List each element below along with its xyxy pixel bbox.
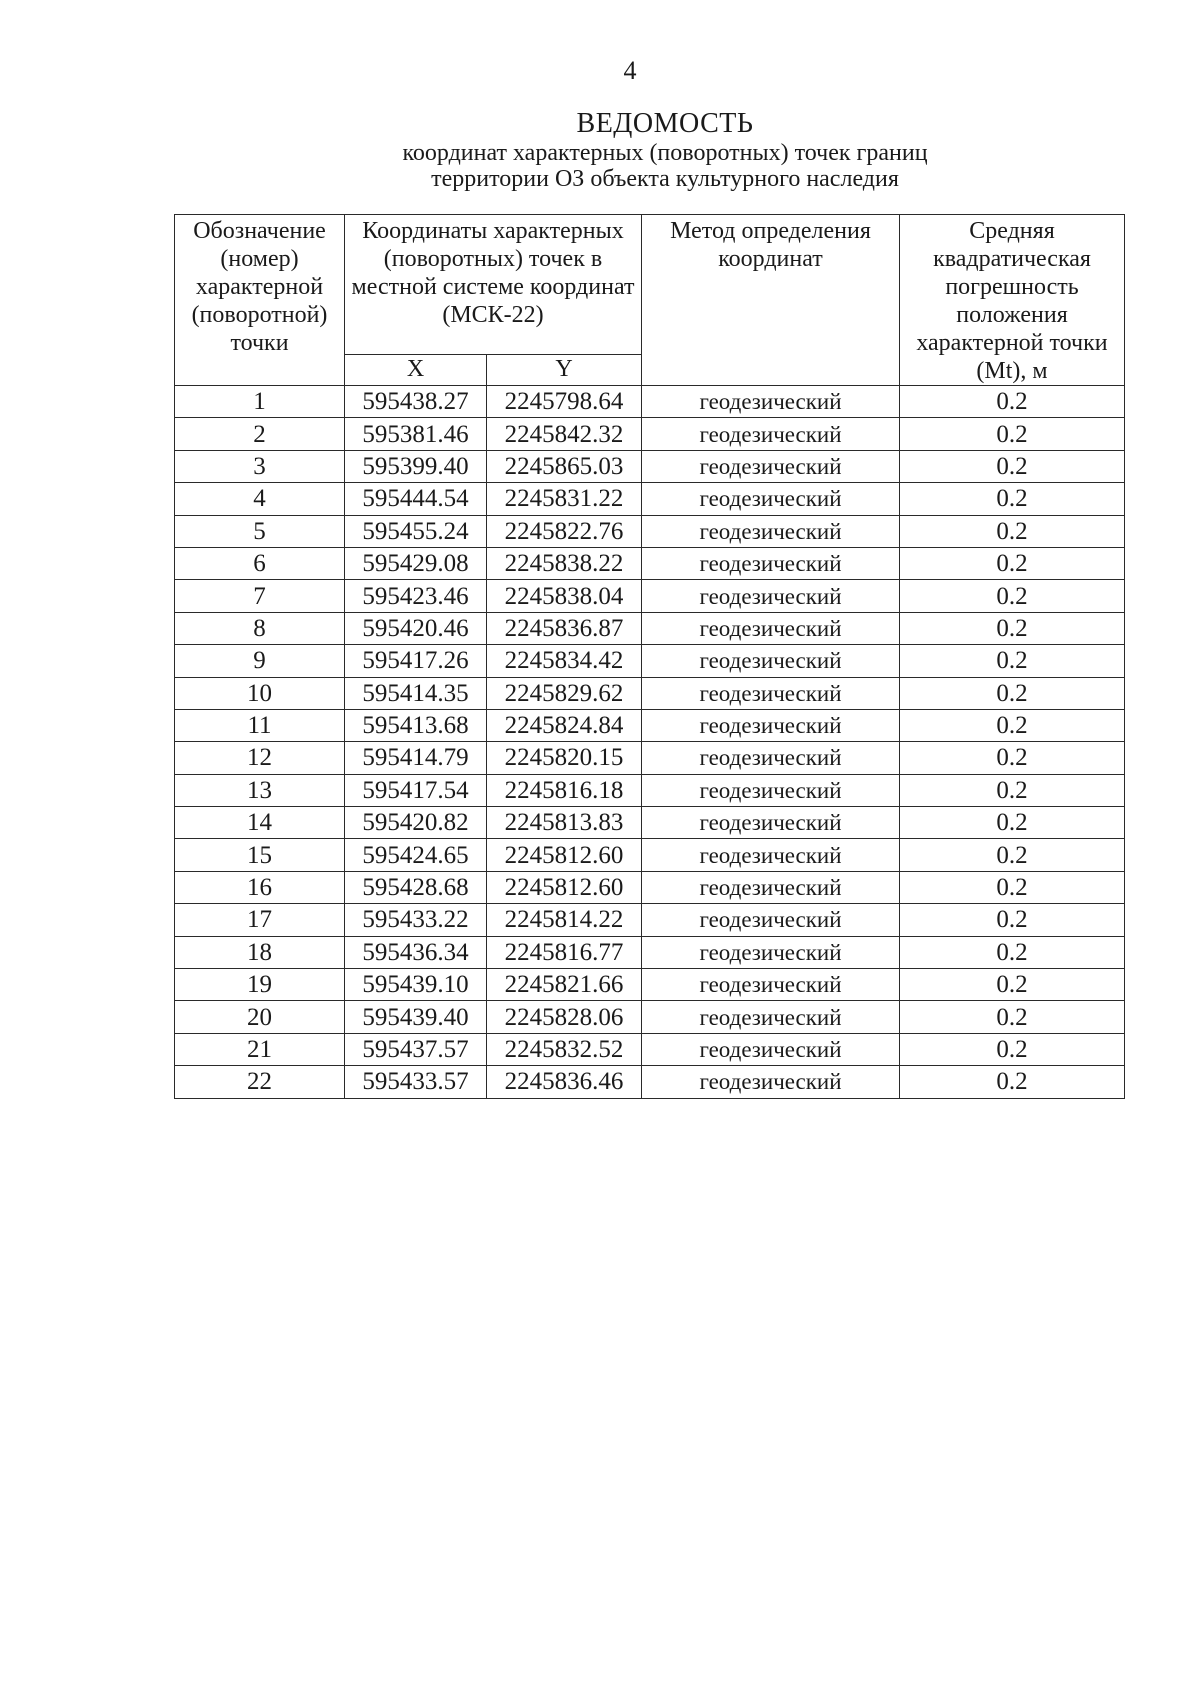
- table-row: [175, 386, 1125, 418]
- cell-x: 595414.35: [345, 677, 487, 709]
- cell-error: 0.2: [900, 709, 1125, 741]
- cell-y: 2245812.60: [487, 871, 642, 903]
- cell-x: 595428.68: [345, 871, 487, 903]
- cell-y: 2245816.77: [487, 936, 642, 968]
- cell-error: 0.2: [900, 677, 1125, 709]
- cell-x: 595413.68: [345, 709, 487, 741]
- cell-error: 0.2: [900, 1001, 1125, 1033]
- cell-y: 2245832.52: [487, 1033, 642, 1065]
- cell-x: 595439.10: [345, 969, 487, 1001]
- cell-point: 9: [175, 645, 345, 677]
- cell-method: геодезический: [642, 450, 900, 482]
- cell-point: 1: [175, 386, 345, 418]
- table-row: [175, 483, 1125, 515]
- cell-y: 2245838.22: [487, 547, 642, 579]
- table-row: [175, 871, 1125, 903]
- table-row: [175, 774, 1125, 806]
- cell-method: геодезический: [642, 871, 900, 903]
- cell-y: 2245829.62: [487, 677, 642, 709]
- cell-method: геодезический: [642, 612, 900, 644]
- cell-error: 0.2: [900, 807, 1125, 839]
- cell-method: геодезический: [642, 839, 900, 871]
- cell-x: 595429.08: [345, 547, 487, 579]
- cell-error: 0.2: [900, 839, 1125, 871]
- cell-x: 595424.65: [345, 839, 487, 871]
- header-y: Y: [487, 355, 642, 386]
- cell-x: 595455.24: [345, 515, 487, 547]
- cell-x: 595433.22: [345, 904, 487, 936]
- cell-x: 595439.40: [345, 1001, 487, 1033]
- cell-y: 2245798.64: [487, 386, 642, 418]
- cell-point: 3: [175, 450, 345, 482]
- cell-y: 2245812.60: [487, 839, 642, 871]
- cell-point: 17: [175, 904, 345, 936]
- cell-y: 2245822.76: [487, 515, 642, 547]
- table-row: [175, 742, 1125, 774]
- cell-error: 0.2: [900, 450, 1125, 482]
- cell-error: 0.2: [900, 904, 1125, 936]
- cell-x: 595437.57: [345, 1033, 487, 1065]
- coordinates-table: [174, 214, 1125, 1099]
- cell-point: 20: [175, 1001, 345, 1033]
- cell-x: 595414.79: [345, 742, 487, 774]
- cell-point: 16: [175, 871, 345, 903]
- cell-error: 0.2: [900, 936, 1125, 968]
- cell-error: 0.2: [900, 515, 1125, 547]
- cell-method: геодезический: [642, 936, 900, 968]
- header-method: Метод определения координат: [642, 215, 900, 386]
- cell-point: 21: [175, 1033, 345, 1065]
- cell-method: геодезический: [642, 677, 900, 709]
- table-row: [175, 904, 1125, 936]
- table-row: [175, 418, 1125, 450]
- table-row: [175, 839, 1125, 871]
- cell-error: 0.2: [900, 645, 1125, 677]
- cell-method: геодезический: [642, 483, 900, 515]
- table-row: [175, 936, 1125, 968]
- header-coordinates: Координаты характерных (поворотных) точек в местной системе координат (МСК-22): [345, 215, 642, 355]
- cell-error: 0.2: [900, 1033, 1125, 1065]
- cell-y: 2245865.03: [487, 450, 642, 482]
- table-row: [175, 547, 1125, 579]
- cell-method: геодезический: [642, 1066, 900, 1098]
- table-row: [175, 969, 1125, 1001]
- cell-y: 2245814.22: [487, 904, 642, 936]
- table-row: [175, 580, 1125, 612]
- cell-x: 595444.54: [345, 483, 487, 515]
- table-row: [175, 612, 1125, 644]
- cell-y: 2245821.66: [487, 969, 642, 1001]
- cell-point: 19: [175, 969, 345, 1001]
- table-body: [175, 386, 1125, 1099]
- cell-x: 595438.27: [345, 386, 487, 418]
- table-row: [175, 1066, 1125, 1098]
- cell-point: 8: [175, 612, 345, 644]
- cell-error: 0.2: [900, 969, 1125, 1001]
- table-row: [175, 807, 1125, 839]
- cell-method: геодезический: [642, 774, 900, 806]
- cell-point: 13: [175, 774, 345, 806]
- cell-point: 7: [175, 580, 345, 612]
- table-row: [175, 450, 1125, 482]
- table-row: [175, 1033, 1125, 1065]
- cell-y: 2245836.87: [487, 612, 642, 644]
- cell-y: 2245828.06: [487, 1001, 642, 1033]
- cell-y: 2245813.83: [487, 807, 642, 839]
- cell-method: геодезический: [642, 515, 900, 547]
- header-point: Обозначение (номер) характерной (поворотной) точки: [175, 215, 345, 386]
- cell-y: 2245824.84: [487, 709, 642, 741]
- cell-method: геодезический: [642, 969, 900, 1001]
- cell-y: 2245836.46: [487, 1066, 642, 1098]
- cell-point: 11: [175, 709, 345, 741]
- document-subtitle-line-1: координат характерных (поворотных) точек границ: [402, 140, 928, 166]
- cell-x: 595420.46: [345, 612, 487, 644]
- cell-error: 0.2: [900, 612, 1125, 644]
- cell-method: геодезический: [642, 1001, 900, 1033]
- cell-x: 595399.40: [345, 450, 487, 482]
- cell-error: 0.2: [900, 547, 1125, 579]
- cell-y: 2245831.22: [487, 483, 642, 515]
- cell-method: геодезический: [642, 645, 900, 677]
- cell-method: геодезический: [642, 580, 900, 612]
- cell-error: 0.2: [900, 1066, 1125, 1098]
- cell-point: 12: [175, 742, 345, 774]
- cell-error: 0.2: [900, 418, 1125, 450]
- cell-method: геодезический: [642, 904, 900, 936]
- table-row: [175, 645, 1125, 677]
- cell-point: 6: [175, 547, 345, 579]
- document-subtitle-line-2: территории ОЗ объекта культурного наследия: [431, 166, 899, 192]
- cell-error: 0.2: [900, 774, 1125, 806]
- cell-x: 595423.46: [345, 580, 487, 612]
- cell-y: 2245820.15: [487, 742, 642, 774]
- cell-method: геодезический: [642, 547, 900, 579]
- cell-error: 0.2: [900, 386, 1125, 418]
- cell-point: 14: [175, 807, 345, 839]
- document-title: ВЕДОМОСТЬ: [576, 108, 754, 139]
- cell-x: 595417.26: [345, 645, 487, 677]
- cell-x: 595417.54: [345, 774, 487, 806]
- cell-method: геодезический: [642, 386, 900, 418]
- cell-method: геодезический: [642, 418, 900, 450]
- page-number: 4: [623, 56, 637, 85]
- cell-error: 0.2: [900, 742, 1125, 774]
- cell-method: геодезический: [642, 1033, 900, 1065]
- cell-y: 2245842.32: [487, 418, 642, 450]
- cell-point: 4: [175, 483, 345, 515]
- cell-method: геодезический: [642, 709, 900, 741]
- header-error: Средняя квадратическая погрешность положения характерной точки (Mt), м: [900, 215, 1125, 386]
- cell-point: 2: [175, 418, 345, 450]
- header-x: X: [345, 355, 487, 386]
- cell-point: 22: [175, 1066, 345, 1098]
- cell-error: 0.2: [900, 580, 1125, 612]
- cell-y: 2245816.18: [487, 774, 642, 806]
- cell-method: геодезический: [642, 742, 900, 774]
- cell-y: 2245834.42: [487, 645, 642, 677]
- cell-error: 0.2: [900, 871, 1125, 903]
- table-row: [175, 709, 1125, 741]
- cell-point: 18: [175, 936, 345, 968]
- cell-point: 15: [175, 839, 345, 871]
- table-row: [175, 515, 1125, 547]
- table-row: [175, 1001, 1125, 1033]
- cell-x: 595433.57: [345, 1066, 487, 1098]
- cell-method: геодезический: [642, 807, 900, 839]
- cell-error: 0.2: [900, 483, 1125, 515]
- cell-x: 595436.34: [345, 936, 487, 968]
- cell-point: 5: [175, 515, 345, 547]
- cell-x: 595420.82: [345, 807, 487, 839]
- cell-y: 2245838.04: [487, 580, 642, 612]
- cell-point: 10: [175, 677, 345, 709]
- table-row: [175, 677, 1125, 709]
- cell-x: 595381.46: [345, 418, 487, 450]
